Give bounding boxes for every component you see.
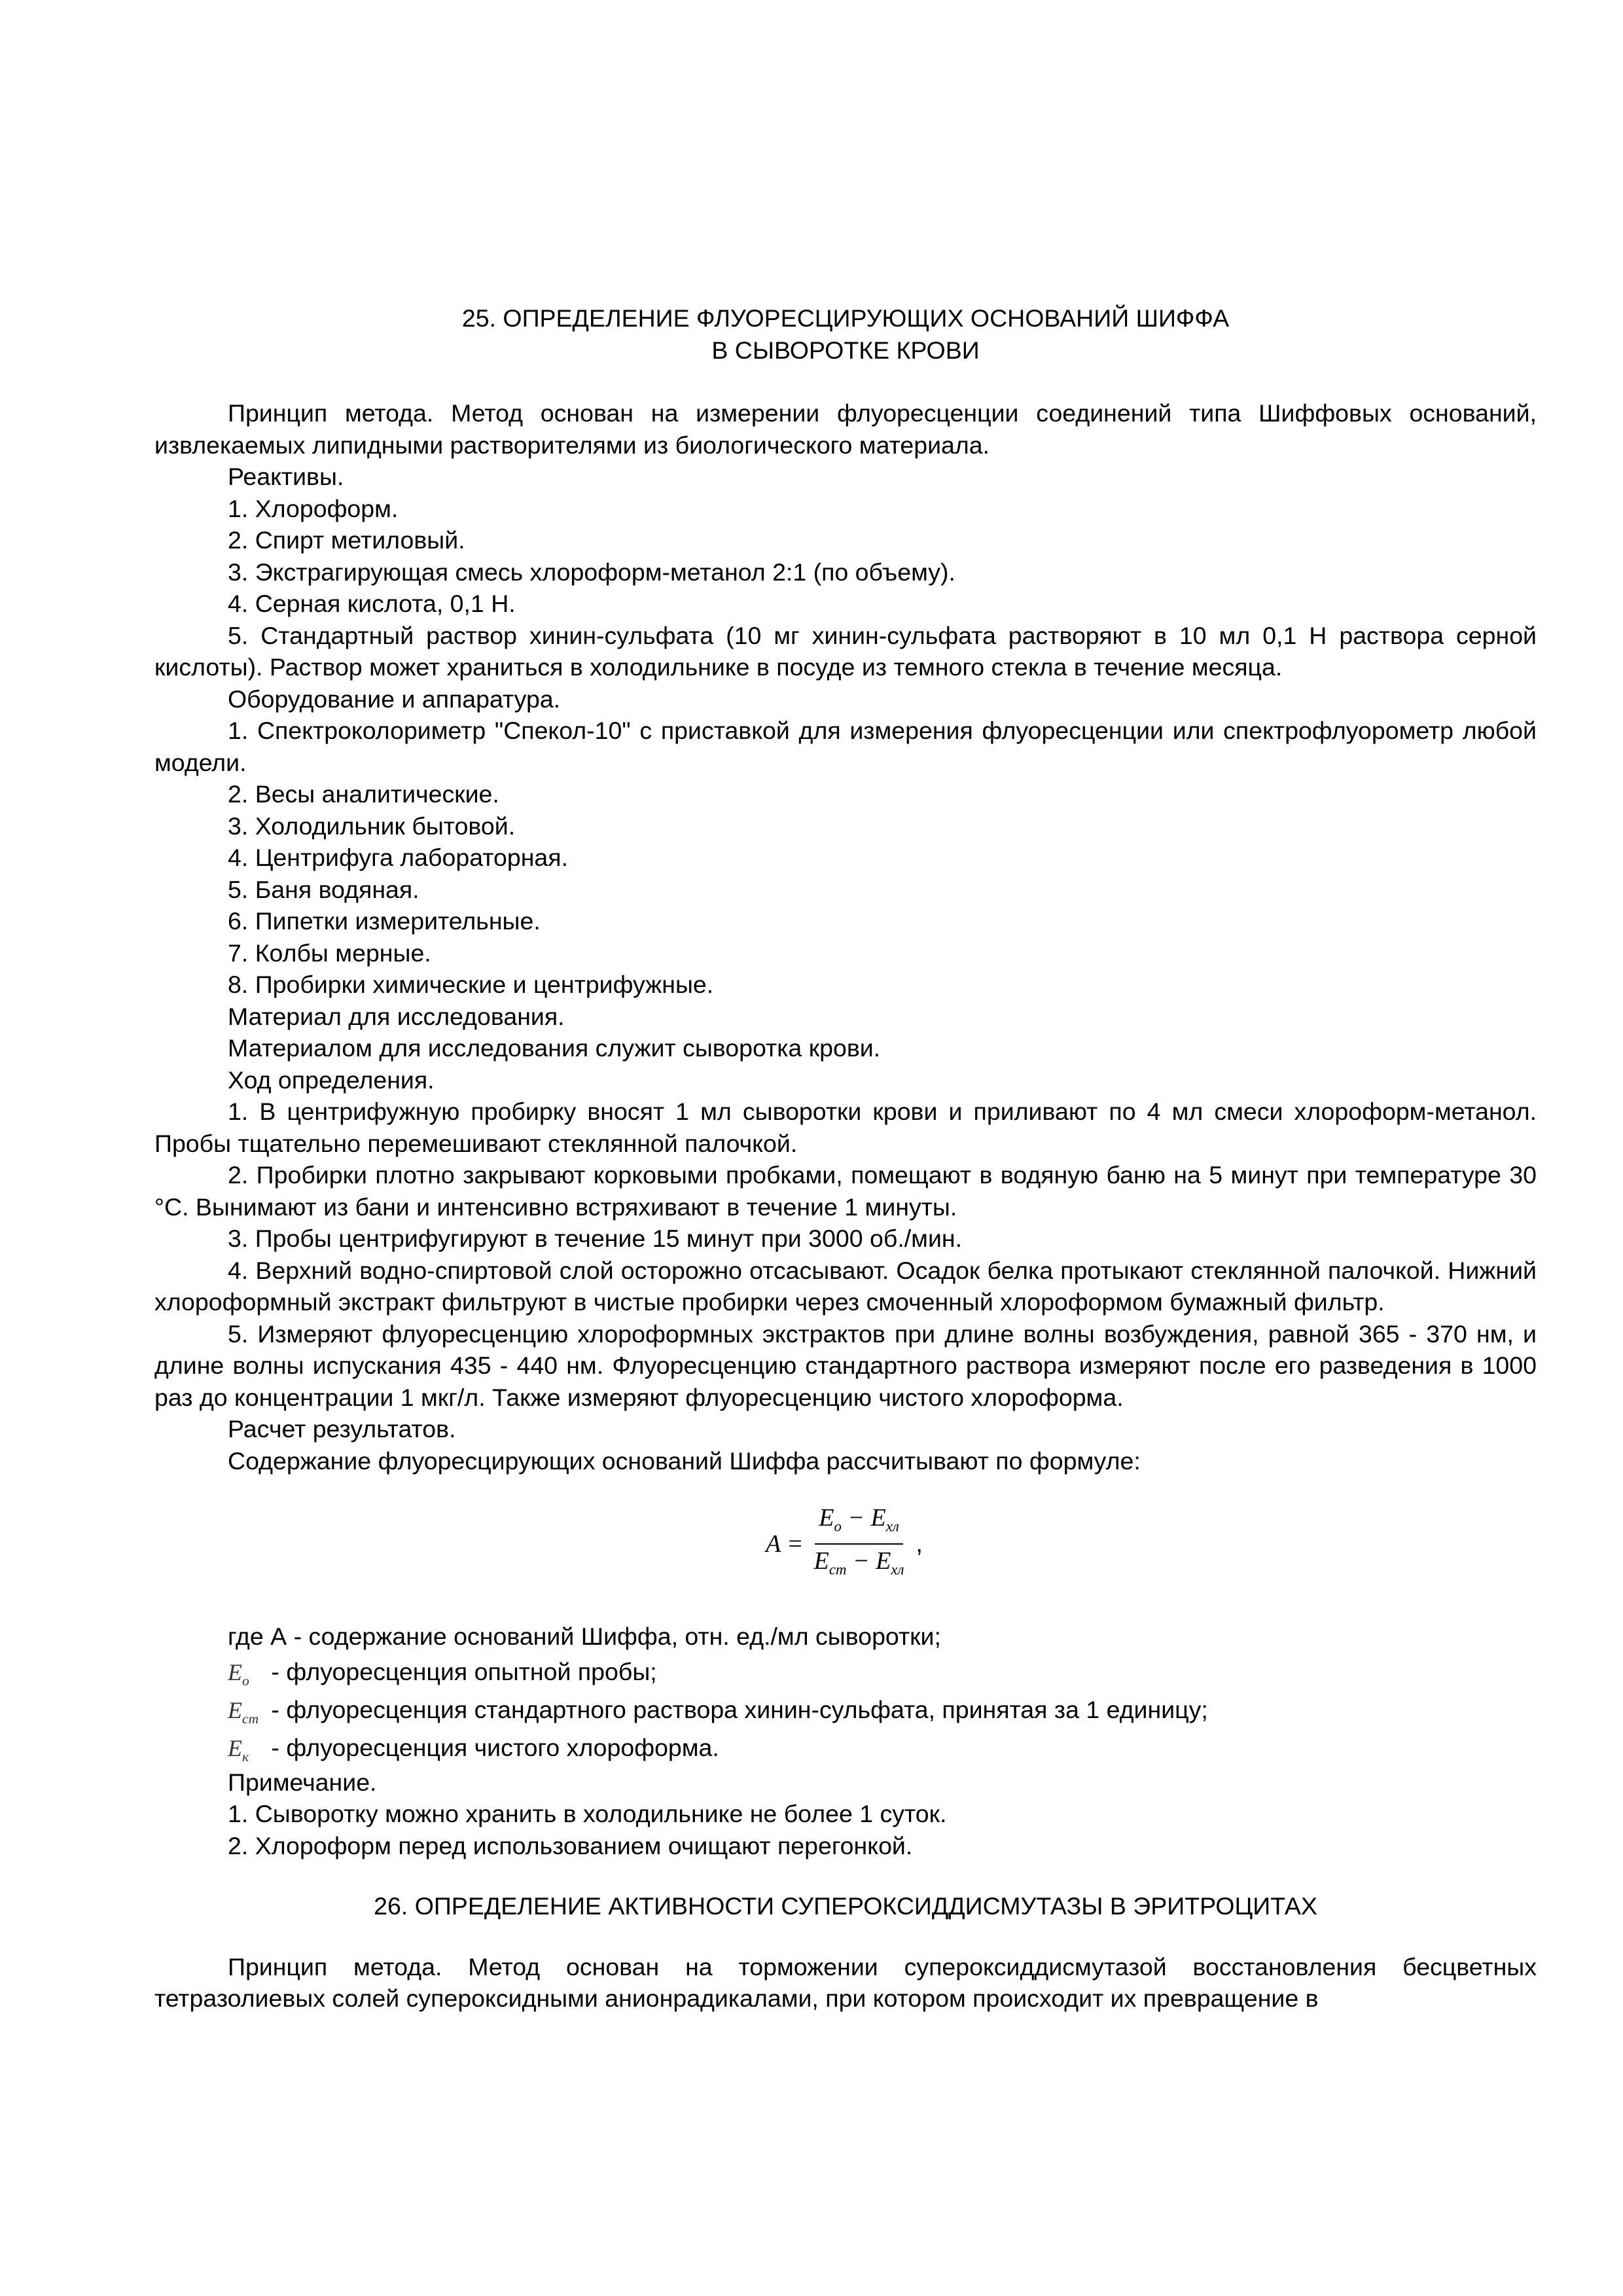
procedure-step: 2. Пробирки плотно закрывают корковыми пробками, помещают в водяную баню на 5 минут при температуре 30 °С. Вынимают из бани и интенсивно встряхивают в течение 1 минуты. (154, 1161, 1537, 1221)
variable-definition (154, 1653, 1537, 1691)
variable-symbol: $E_к$ (228, 1734, 249, 1765)
formula-fraction (810, 1505, 908, 1582)
calc-heading: Расчет результатов. (228, 1415, 456, 1443)
material-text: Материалом для исследования служит сыворотка крови. (228, 1034, 881, 1062)
equipment-item: 4. Центрифуга лабораторная. (228, 844, 569, 871)
section-26-principle: Принцип метода. Метод основан на торможении супероксиддисмутазой восстановления бесцветных тетразолиевых солей супероксидными анионрадикалами, при котором происходит их превращение в (154, 1952, 1537, 2012)
procedure-step: 1. В центрифужную пробирку вносят 1 мл сыворотки крови и приливают по 4 мл смеси хлороформ-метанол. Пробы тщательно перемешивают стеклянной палочкой. (154, 1098, 1537, 1157)
equipment-item: 7. Колбы мерные. (228, 939, 431, 967)
procedure-step: 3. Пробы центрифугируют в течение 15 минут при 3000 об./мин. (228, 1225, 963, 1252)
reagent-item: 2. Спирт метиловый. (228, 526, 465, 554)
variable-symbol: $E_{ст}$ (228, 1696, 259, 1727)
reagents-heading: Реактивы. (228, 463, 344, 490)
equipment-item: 3. Холодильник бытовой. (228, 812, 516, 840)
equipment-heading: Оборудование и аппаратура. (228, 685, 561, 713)
page-content (154, 302, 1537, 2015)
section-26-title: 26. ОПРЕДЕЛЕНИЕ АКТИВНОСТИ СУПЕРОКСИДДИСМУТАЗЫ В ЭРИТРОЦИТАХ (374, 1892, 1317, 1920)
procedure-step: 5. Измеряют флуоресценцию хлороформных экстрактов при длине волны возбуждения, равной 365 - 370 нм, и длине волны испускания 435 - 440 нм. Флуоресценцию стандартного раствора измеряют после его разведения в 1000 раз до концентрации 1 мкг/л. Также измеряют флуоресценцию чистого хлороформа. (154, 1319, 1537, 1411)
note-heading: Примечание. (228, 1768, 377, 1796)
equipment-item: 2. Весы аналитические. (228, 780, 499, 808)
material-heading: Материал для исследования. (228, 1002, 565, 1030)
variable-definition (154, 1691, 1537, 1729)
variable-symbol: $E_o$ (228, 1659, 249, 1689)
formula-comma: , (916, 1530, 923, 1558)
procedure-heading: Ход определения. (228, 1066, 435, 1094)
section-25-title-line-1: 25. ОПРЕДЕЛЕНИЕ ФЛУОРЕСЦИРУЮЩИХ ОСНОВАНИЙ ШИФФА (461, 304, 1230, 332)
note-item: 1. Сыворотку можно хранить в холодильнике не более 1 суток. (228, 1800, 947, 1827)
formula-denominator: $E_{ст} - E_{хл}$ (813, 1547, 904, 1578)
formula-numerator: $E_o - E_{хл}$ (815, 1505, 903, 1545)
equipment-item: 5. Баня водяная. (228, 875, 419, 903)
equipment-item: 1. Спектроколориметр "Спекол-10" с приставкой для измерения флуоресценции или спектрофлуорометр любой модели. (154, 717, 1537, 776)
procedure-step: 4. Верхний водно-спиртовой слой осторожно отсасывают. Осадок белка протыкают стеклянной палочкой. Нижний хлороформный экстракт фильтруют в чистые пробирки через смоченный хлороформом бумажный фильтр. (154, 1256, 1537, 1316)
section-25-title-line-2: В СЫВОРОТКЕ КРОВИ (711, 336, 980, 364)
note-item: 2. Хлороформ перед использованием очищают перегонкой. (228, 1831, 913, 1859)
principle-paragraph: Принцип метода. Метод основан на измерении флуоресценции соединений типа Шиффовых оснований, извлекаемых липидными растворителями из биологического материала. (154, 399, 1537, 459)
formula (766, 1505, 923, 1582)
reagent-item: 5. Стандартный раствор хинин-сульфата (10 мг хинин-сульфата растворяют в 10 мл 0,1 Н раствора серной кислоты). Раствор может храниться в холодильнике в посуде из темного стекла в течение месяца. (154, 621, 1537, 681)
variable-text: - флуоресценция чистого хлороформа. (264, 1733, 719, 1761)
where-text: где А - содержание оснований Шиффа, отн. ед./мл сыворотки; (228, 1623, 941, 1650)
variable-definition (154, 1729, 1537, 1767)
reagent-item: 4. Серная кислота, 0,1 Н. (228, 590, 516, 617)
variable-text: - флуоресценция стандартного раствора хинин-сульфата, принятая за 1 единицу; (264, 1695, 1208, 1723)
equipment-item: 6. Пипетки измерительные. (228, 907, 541, 935)
calc-text: Содержание флуоресцирующих оснований Шиффа рассчитывают по формуле: (228, 1446, 1141, 1475)
formula-block (154, 1477, 1537, 1621)
reagent-item: 3. Экстрагирующая смесь хлороформ-метанол 2:1 (по объему). (228, 558, 955, 586)
equipment-item: 8. Пробирки химические и центрифужные. (228, 971, 714, 998)
formula-lhs: A = (766, 1530, 804, 1558)
reagent-item: 1. Хлороформ. (228, 494, 399, 522)
variable-text: - флуоресценция опытной пробы; (264, 1657, 657, 1685)
